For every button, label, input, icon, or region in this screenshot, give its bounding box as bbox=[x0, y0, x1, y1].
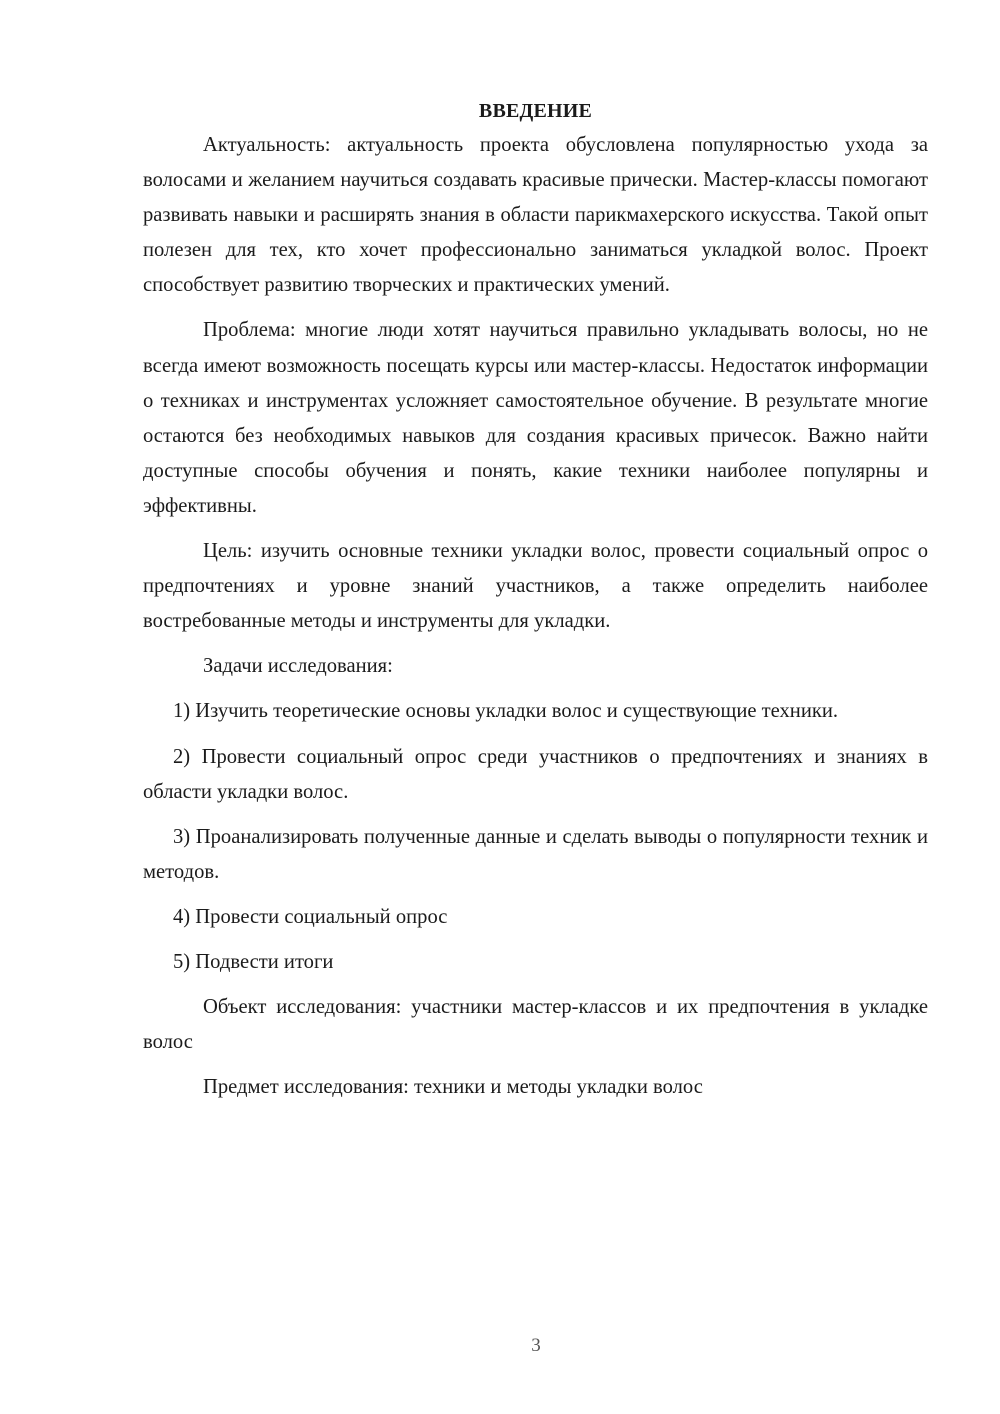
research-object-paragraph: Объект исследования: участники мастер-классов и их предпочтения в укладке волос bbox=[143, 996, 928, 1054]
document-page bbox=[143, 94, 928, 1105]
tasks-heading: Задачи исследования: bbox=[203, 655, 393, 678]
task-item-5: 5) Подвести итоги bbox=[173, 950, 334, 973]
goal-paragraph: Цель: изучить основные техники укладки волос, провести социальный опрос о предпочтениях и уровне знаний участников, а также определить наиболее востребованные методы и инструменты для укладки. bbox=[143, 540, 928, 633]
task-item-4: 4) Провести социальный опрос bbox=[173, 905, 448, 928]
document-title: ВВЕДЕНИЕ bbox=[478, 100, 593, 122]
problem-paragraph: Проблема: многие люди хотят научиться правильно укладывать волосы, но не всегда имеют возможность посещать курсы или мастер-классы. Недостаток информации о техниках и инструментах усложняет самостоятельное обучение. В результате многие остаются без необходимых навыков для создания красивых причесок. Важно найти доступные способы обучения и понять, какие техники наиболее популярны и эффективны. bbox=[143, 319, 928, 517]
task-item-1: 1) Изучить теоретические основы укладки волос и существующие техники. bbox=[173, 700, 839, 723]
task-item-3: 3) Проанализировать полученные данные и сделать выводы о популярности техник и методов. bbox=[143, 825, 928, 883]
research-subject-paragraph: Предмет исследования: техники и методы укладки волос bbox=[203, 1076, 703, 1099]
relevance-paragraph: Актуальность: актуальность проекта обусловлена популярностью ухода за волосами и желанием научиться создавать красивые прически. Мастер-классы помогают развивать навыки и расширять знания в области парикмахерского искусства. Такой опыт полезен для тех, кто хочет профессионально заниматься укладкой волос. Проект способствует развитию творческих и практических умений. bbox=[143, 134, 928, 297]
task-item-2: 2) Провести социальный опрос среди участников о предпочтениях и знаниях в области укладки волос. bbox=[143, 745, 928, 803]
page-number: 3 bbox=[531, 1335, 541, 1356]
